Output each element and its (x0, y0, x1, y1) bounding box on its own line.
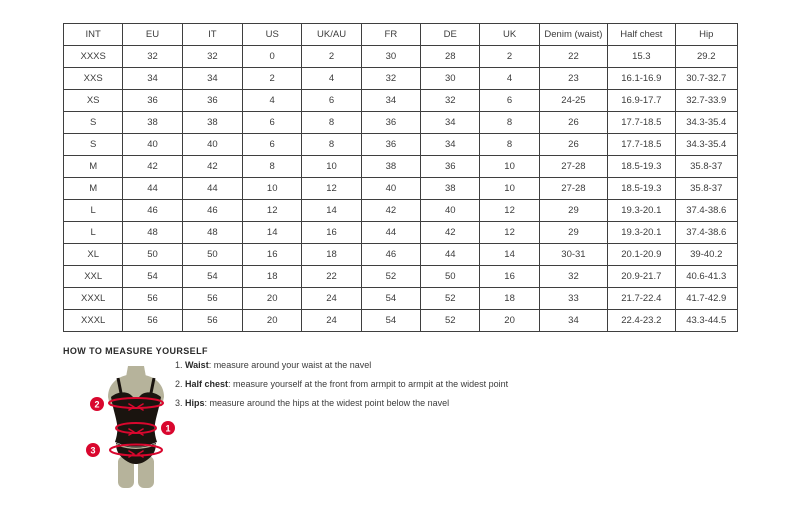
table-cell: 54 (182, 266, 242, 288)
table-cell: 36 (361, 134, 420, 156)
table-cell: 8 (480, 112, 539, 134)
table-cell: 29 (539, 200, 607, 222)
table-cell: 20.9-21.7 (608, 266, 675, 288)
table-cell: 30 (361, 46, 420, 68)
table-cell: 10 (302, 156, 361, 178)
table-cell: 52 (361, 266, 420, 288)
table-cell: 29 (539, 222, 607, 244)
table-cell: 6 (243, 112, 302, 134)
table-cell: 22.4-23.2 (608, 310, 675, 332)
table-cell: L (64, 222, 123, 244)
table-cell: 56 (123, 310, 182, 332)
table-cell: 18 (480, 288, 539, 310)
table-row (64, 288, 738, 310)
column-header: US (243, 24, 302, 46)
measure-list-item: 3. Hips: measure around the hips at the widest point below the navel (175, 398, 450, 408)
table-cell: 6 (243, 134, 302, 156)
table-cell: 16.9-17.7 (608, 90, 675, 112)
svg-text:3: 3 (90, 445, 96, 456)
column-header: Denim (waist) (539, 24, 607, 46)
table-cell: 16 (243, 244, 302, 266)
table-cell: 27-28 (539, 178, 607, 200)
table-cell: XXXL (64, 310, 123, 332)
table-cell: XXXL (64, 288, 123, 310)
table-cell: 34 (361, 90, 420, 112)
table-cell: 8 (243, 156, 302, 178)
table-cell: 12 (480, 222, 539, 244)
table-cell: 16.1-16.9 (608, 68, 675, 90)
table-cell: 38 (361, 156, 420, 178)
table-cell: 12 (302, 178, 361, 200)
table-cell: 10 (243, 178, 302, 200)
table-cell: 30-31 (539, 244, 607, 266)
table-cell: 34 (123, 68, 182, 90)
table-cell: 35.8-37 (675, 156, 737, 178)
table-cell: 34 (539, 310, 607, 332)
table-cell: 42 (421, 222, 480, 244)
table-cell: 36 (123, 90, 182, 112)
table-cell: XXL (64, 266, 123, 288)
table-cell: 20 (480, 310, 539, 332)
badge-half-chest (90, 397, 104, 411)
table-cell: 16 (302, 222, 361, 244)
table-cell: 32 (361, 68, 420, 90)
table-cell: L (64, 200, 123, 222)
table-cell: 46 (182, 200, 242, 222)
table-cell: 2 (480, 46, 539, 68)
column-header: DE (421, 24, 480, 46)
table-header-row (64, 24, 738, 46)
table-cell: 32 (421, 90, 480, 112)
table-cell: 56 (182, 310, 242, 332)
svg-text:1: 1 (165, 423, 171, 434)
column-header: UK (480, 24, 539, 46)
table-cell: 42 (182, 156, 242, 178)
table-cell: 22 (302, 266, 361, 288)
table-cell: 18.5-19.3 (608, 156, 675, 178)
table-cell: 8 (302, 112, 361, 134)
table-cell: 36 (361, 112, 420, 134)
table-cell: 41.7-42.9 (675, 288, 737, 310)
table-cell: 56 (123, 288, 182, 310)
column-header: EU (123, 24, 182, 46)
table-cell: 6 (302, 90, 361, 112)
table-cell: 8 (302, 134, 361, 156)
table-cell: 50 (123, 244, 182, 266)
measure-section-heading: HOW TO MEASURE YOURSELF (63, 346, 208, 356)
table-cell: 19.3-20.1 (608, 222, 675, 244)
table-cell: 40 (182, 134, 242, 156)
table-cell: 23 (539, 68, 607, 90)
badge-hips (86, 443, 100, 457)
table-cell: 48 (123, 222, 182, 244)
table-cell: 42 (361, 200, 420, 222)
table-row (64, 90, 738, 112)
table-cell: 36 (421, 156, 480, 178)
table-cell: M (64, 178, 123, 200)
table-cell: 2 (302, 46, 361, 68)
table-row (64, 46, 738, 68)
table-row (64, 310, 738, 332)
table-cell: 38 (182, 112, 242, 134)
table-row (64, 266, 738, 288)
table-cell: 26 (539, 112, 607, 134)
table-cell: 17.7-18.5 (608, 112, 675, 134)
size-table-body (64, 46, 738, 332)
table-cell: 54 (361, 288, 420, 310)
table-cell: 12 (480, 200, 539, 222)
table-cell: 38 (421, 178, 480, 200)
table-cell: XL (64, 244, 123, 266)
svg-text:2: 2 (94, 399, 100, 410)
measure-list-item: 2. Half chest: measure yourself at the front from armpit to armpit at the widest point (175, 379, 509, 389)
table-cell: 52 (421, 310, 480, 332)
column-header: INT (64, 24, 123, 46)
table-cell: 2 (243, 68, 302, 90)
table-cell: 10 (480, 178, 539, 200)
table-cell: 50 (421, 266, 480, 288)
measure-list (175, 360, 508, 417)
column-header: Half chest (608, 24, 675, 46)
table-cell: 8 (480, 134, 539, 156)
table-cell: 34 (182, 68, 242, 90)
table-cell: 40 (123, 134, 182, 156)
table-cell: 15.3 (608, 46, 675, 68)
table-row (64, 134, 738, 156)
table-cell: 22 (539, 46, 607, 68)
table-cell: 56 (182, 288, 242, 310)
table-cell: 32 (182, 46, 242, 68)
table-cell: 14 (243, 222, 302, 244)
table-cell: 37.4-38.6 (675, 222, 737, 244)
table-cell: 14 (480, 244, 539, 266)
table-cell: 4 (243, 90, 302, 112)
table-cell: 20 (243, 288, 302, 310)
table-cell: 24 (302, 288, 361, 310)
table-cell: 34.3-35.4 (675, 112, 737, 134)
table-cell: 38 (123, 112, 182, 134)
table-cell: 20 (243, 310, 302, 332)
measure-list-item: 1. Waist: measure around your waist at the navel (175, 360, 372, 370)
table-cell: 54 (361, 310, 420, 332)
table-cell: 46 (123, 200, 182, 222)
table-cell: 20.1-20.9 (608, 244, 675, 266)
size-chart-table (63, 23, 738, 332)
table-cell: 12 (243, 200, 302, 222)
table-cell: 44 (182, 178, 242, 200)
table-row (64, 112, 738, 134)
table-cell: 24-25 (539, 90, 607, 112)
badge-waist (161, 421, 175, 435)
table-cell: 34 (421, 134, 480, 156)
table-cell: 54 (123, 266, 182, 288)
table-cell: 10 (480, 156, 539, 178)
table-cell: 39-40.2 (675, 244, 737, 266)
table-cell: 21.7-22.4 (608, 288, 675, 310)
column-header: UK/AU (302, 24, 361, 46)
table-cell: 32 (123, 46, 182, 68)
table-cell: 26 (539, 134, 607, 156)
table-cell: XXXS (64, 46, 123, 68)
table-cell: 32.7-33.9 (675, 90, 737, 112)
table-cell: 44 (421, 244, 480, 266)
table-cell: 29.2 (675, 46, 737, 68)
table-cell: 44 (361, 222, 420, 244)
table-cell: M (64, 156, 123, 178)
table-cell: 33 (539, 288, 607, 310)
table-cell: 48 (182, 222, 242, 244)
table-cell: 46 (361, 244, 420, 266)
table-cell: 30 (421, 68, 480, 90)
column-header: FR (361, 24, 420, 46)
table-row (64, 222, 738, 244)
table-cell: 18.5-19.3 (608, 178, 675, 200)
table-cell: 18 (302, 244, 361, 266)
table-row (64, 68, 738, 90)
table-cell: 52 (421, 288, 480, 310)
table-cell: 4 (480, 68, 539, 90)
table-cell: XXS (64, 68, 123, 90)
table-cell: 34.3-35.4 (675, 134, 737, 156)
table-cell: 27-28 (539, 156, 607, 178)
table-cell: 6 (480, 90, 539, 112)
table-cell: 0 (243, 46, 302, 68)
column-header: Hip (675, 24, 737, 46)
table-cell: 42 (123, 156, 182, 178)
table-cell: 30.7-32.7 (675, 68, 737, 90)
table-cell: 35.8-37 (675, 178, 737, 200)
table-cell: XS (64, 90, 123, 112)
table-cell: 24 (302, 310, 361, 332)
table-cell: 40.6-41.3 (675, 266, 737, 288)
table-cell: 18 (243, 266, 302, 288)
table-cell: 14 (302, 200, 361, 222)
table-cell: 19.3-20.1 (608, 200, 675, 222)
table-row (64, 200, 738, 222)
table-cell: 43.3-44.5 (675, 310, 737, 332)
table-row (64, 156, 738, 178)
table-cell: 34 (421, 112, 480, 134)
table-cell: S (64, 112, 123, 134)
table-cell: 28 (421, 46, 480, 68)
table-cell: 50 (182, 244, 242, 266)
column-header: IT (182, 24, 242, 46)
table-cell: 36 (182, 90, 242, 112)
table-cell: 37.4-38.6 (675, 200, 737, 222)
table-cell: 40 (361, 178, 420, 200)
table-cell: 17.7-18.5 (608, 134, 675, 156)
table-row (64, 178, 738, 200)
table-cell: 16 (480, 266, 539, 288)
table-row (64, 244, 738, 266)
table-cell: 32 (539, 266, 607, 288)
table-cell: 44 (123, 178, 182, 200)
table-cell: 40 (421, 200, 480, 222)
table-cell: S (64, 134, 123, 156)
table-cell: 4 (302, 68, 361, 90)
